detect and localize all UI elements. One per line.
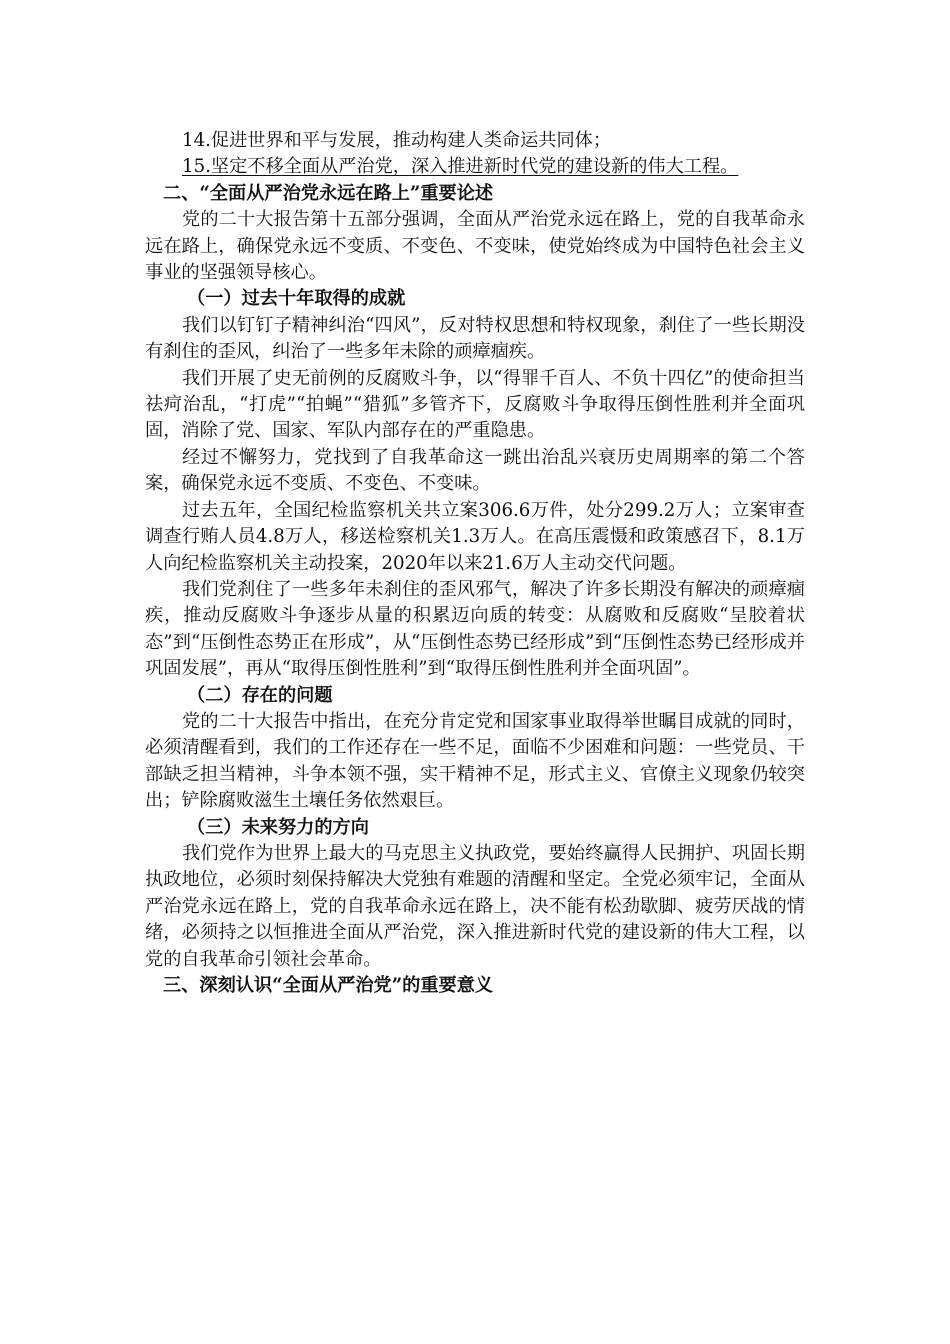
paragraph: 我们以钉钉子精神纠治“四风”，反对特权思想和特权现象，刹住了一些长期没有刹住的歪风，纠治了一些多年未除的顽瘴痼疾。 [145,314,805,363]
subsection-3-heading: （三）未来努力的方向 [187,816,369,838]
section-2-intro: 党的二十大报告第十五部分强调，全面从严治党永远在路上，党的自我革命永远在路上，确保党永远不变质、不变色、不变味，使党始终成为中国特色社会主义事业的坚强领导核心。 [145,209,805,284]
section-2-heading: 二、“全面从严治党永远在路上”重要论述 [163,182,494,204]
subsection-2-heading: （二）存在的问题 [187,684,333,706]
list-item-15 [145,154,805,180]
paragraph: 经过不懈努力，党找到了自我革命这一跳出治乱兴衰历史周期率的第二个答案，确保党永远不变质、不变色、不变味。 [145,446,805,495]
paragraph: 我们党刹住了一些多年未刹住的歪风邪气，解决了许多长期没有解决的顽瘴痼疾，推动反腐败斗争逐步从量的积累迈向质的转变：从腐败和反腐败“呈胶着状态”到“压倒性态势正在形成”，从“压倒性态势已经形成”到“压倒性态势已经形成并巩固发展”，再从“取得压倒性胜利”到“取得压倒性胜利并全面巩固”。 [145,578,805,680]
subsection-1-heading: （一）过去十年取得的成就 [187,288,406,310]
underlined-text: 15.坚定不移全面从严治党，深入推进新时代党的建设新的伟大工程。 [182,156,739,178]
paragraph: 我们开展了史无前例的反腐败斗争，以“得罪千百人、不负十四亿”的使命担当祛疴治乱，“打虎”“拍蝇”“猎狐”多管齐下，反腐败斗争取得压倒性胜利并全面巩固，消除了党、国家、军队内部存在的严重隐患。 [145,367,805,442]
section-3-heading: 三、深刻认识“全面从严治党”的重要意义 [163,975,494,996]
document-body [145,128,805,999]
list-item-14: 14.促进世界和平与发展，推动构建人类命运共同体； [182,130,612,151]
paragraph: 过去五年，全国纪检监察机关共立案306.6万件，处分299.2万人；立案审查调查行贿人员4.8万人，移送检察机关1.3万人。在高压震慑和政策感召下，8.1万人向纪检监察机关主动投案，2020年以来21.6万人主动交代问题。 [145,499,805,574]
paragraph: 党的二十大报告中指出，在充分肯定党和国家事业取得举世瞩目成就的同时，必须清醒看到，我们的工作还存在一些不足，面临不少困难和问题：一些党员、干部缺乏担当精神，斗争本领不强，实干精神不足，形式主义、官僚主义现象仍较突出；铲除腐败滋生土壤任务依然艰巨。 [145,710,805,812]
paragraph: 我们党作为世界上最大的马克思主义执政党，要始终赢得人民拥护、巩固长期执政地位，必须时刻保持解决大党独有难题的清醒和坚定。全党必须牢记，全面从严治党永远在路上，党的自我革命永远在路上，决不能有松劲歇脚、疲劳厌战的情绪，必须持之以恒推进全面从严治党，深入推进新时代党的建设新的伟大工程，以党的自我革命引领社会革命。 [145,842,805,970]
